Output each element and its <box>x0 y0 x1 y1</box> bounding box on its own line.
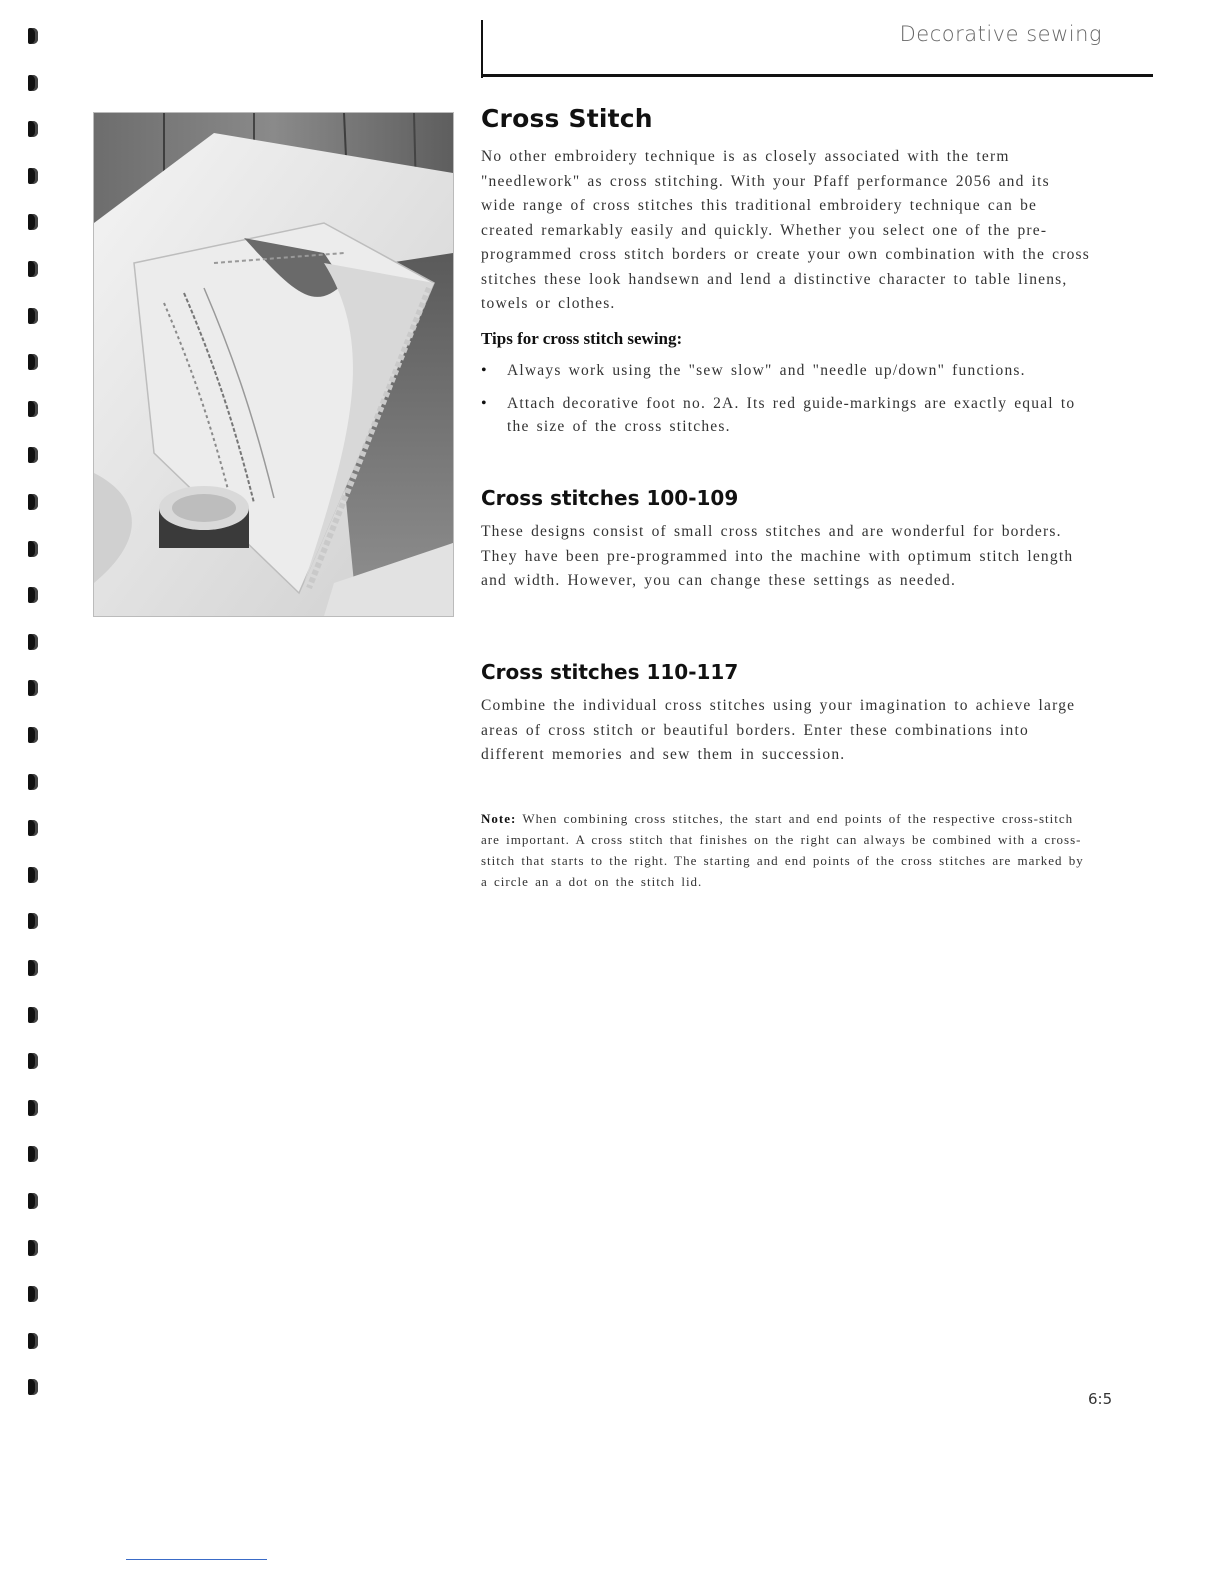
binding-hole-icon <box>28 774 38 790</box>
tips-heading: Tips for cross stitch sewing: <box>481 328 683 348</box>
bullet-icon: • <box>481 394 488 412</box>
binding-hole-icon <box>28 727 38 743</box>
binding-hole-icon <box>28 587 38 603</box>
binding-hole-icon <box>28 28 38 44</box>
binding-hole-icon <box>28 214 38 230</box>
binding-hole-icon <box>28 680 38 696</box>
note-label: Note: <box>481 811 517 826</box>
header-rule-horizontal <box>481 74 1153 77</box>
tips-list <box>481 359 1091 438</box>
note-block <box>481 808 1091 892</box>
binding-hole-icon <box>28 447 38 463</box>
binding-hole-icon <box>28 867 38 883</box>
header-rule-vertical <box>481 20 483 78</box>
binding-hole-icon <box>28 1286 38 1302</box>
binding-hole-icon <box>28 1007 38 1023</box>
binding-hole-icon <box>28 960 38 976</box>
binding-hole-icon <box>28 121 38 137</box>
binding-hole-icon <box>28 1240 38 1256</box>
section-title-110-117: Cross stitches 110-117 <box>481 660 739 684</box>
napkin-photo-icon <box>94 113 453 616</box>
binding-hole-icon <box>28 541 38 557</box>
binding-hole-icon <box>28 634 38 650</box>
binding-hole-icon <box>28 1333 38 1349</box>
section-cross-stitches-100-109 <box>481 486 1091 594</box>
cross-stitches-100-109-body: These designs consist of small cross stitches and are wonderful for borders. They have been pre-programmed into the machine with optimum stitch length and width. However, you can change these settings as needed. <box>481 523 1074 589</box>
note-paragraph <box>481 808 1091 892</box>
binding-hole-icon <box>28 1100 38 1116</box>
binding-hole-icon <box>28 168 38 184</box>
binding-hole-icon <box>28 75 38 91</box>
binding-hole-icon <box>28 1193 38 1209</box>
note-text: When combining cross stitches, the start and end points of the respective cross-stitch are important. A cross stitch that finishes on the right can always be combined with a cross-stitch that starts to the right. The starting and end points of the cross stitches are marked by a circle an a dot on the stitch lid. <box>481 811 1084 889</box>
tip-item: • Always work using the "sew slow" and "needle up/down" functions. <box>481 359 1091 382</box>
running-head: Decorative sewing <box>899 22 1102 46</box>
section-title-100-109: Cross stitches 100-109 <box>481 486 739 510</box>
footer-line <box>126 1559 267 1560</box>
binding-hole-icon <box>28 494 38 510</box>
page-number: 6:5 <box>1088 1390 1113 1408</box>
binding-hole-icon <box>28 1379 38 1395</box>
binding-hole-icon <box>28 820 38 836</box>
bullet-icon: • <box>481 361 488 379</box>
embroidered-napkin-photo <box>93 112 454 617</box>
cross-stitch-body: No other embroidery technique is as closely associated with the term "needlework" as cross stitching. With your Pfaff performance 2056 and its wide range of cross stitches this traditional embroidery technique can be created remarkably easily and quickly. Whether you select one of the pre-programmed cross stitch borders or create your own combination with the cross stitches these look handsewn and lend a distinctive character to table linens, towels or clothes. <box>481 148 1090 312</box>
section-cross-stitches-110-117 <box>481 660 1091 768</box>
binding-hole-icon <box>28 354 38 370</box>
binding-hole-icon <box>28 1053 38 1069</box>
binding-hole-icon <box>28 401 38 417</box>
cross-stitches-110-117-body: Combine the individual cross stitches using your imagination to achieve large areas of cross stitch or beautiful borders. Enter these combinations into different memories and sew them in succession. <box>481 697 1076 763</box>
section-cross-stitch <box>481 104 1091 448</box>
section-title-cross-stitch: Cross Stitch <box>481 104 653 133</box>
binding-hole-icon <box>28 1146 38 1162</box>
binding-hole-icon <box>28 913 38 929</box>
binding-hole-icon <box>28 261 38 277</box>
tip-item: • Attach decorative foot no. 2A. Its red guide-markings are exactly equal to the size of the cross stitches. <box>481 392 1091 438</box>
binding-hole-icon <box>28 308 38 324</box>
